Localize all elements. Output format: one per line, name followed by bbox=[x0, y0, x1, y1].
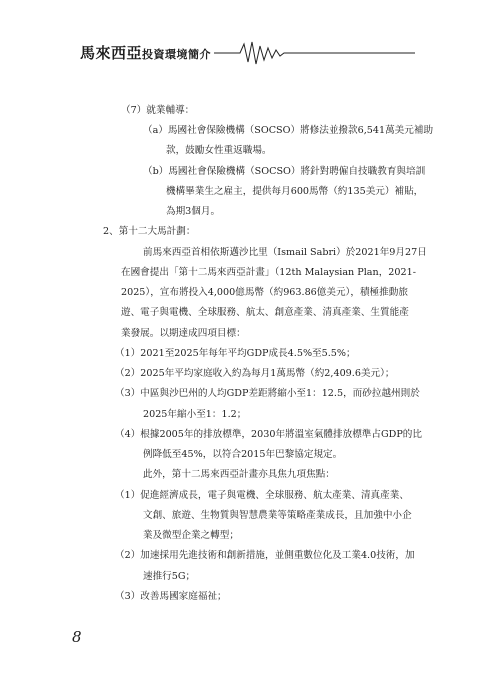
page-number: 8 bbox=[72, 628, 82, 646]
text-line: 此外，第十二馬來西亞計畫亦具焦九項焦點： bbox=[143, 469, 335, 480]
text-line: 2025年縮小至1：1.2； bbox=[143, 409, 247, 420]
text-line: 業發展。以期達成四項目標： bbox=[121, 328, 246, 339]
text-line: 為期3個月。 bbox=[166, 206, 221, 217]
text-line: （1）促進經濟成長，電子與電機、全球服務、航太產業、清真產業、 bbox=[115, 490, 409, 501]
text-line: 速推行5G； bbox=[143, 571, 196, 582]
text-line: 機構畢業生之雇主，提供每月600馬幣（約135美元）補貼， bbox=[166, 186, 424, 197]
text-line: 款，鼓勵女性重返職場。 bbox=[166, 145, 272, 156]
text-line: （2）加速採用先進技術和創新措施，並側重數位化及工業4.0技術，加 bbox=[115, 550, 415, 561]
text-line: 2025），宣布將投入4,000億馬幣（約963.86億美元），積極推動旅 bbox=[121, 287, 408, 298]
text-line: （3）中區與沙巴州的人均GDP差距將縮小至1：12.5，而砂拉越州則於 bbox=[115, 388, 420, 399]
page-header bbox=[0, 0, 480, 70]
text-line: （2）2025年平均家庭收入約為每月1萬馬幣（約2,409.6美元）； bbox=[115, 368, 395, 379]
header-wave-line bbox=[0, 38, 480, 68]
text-line: 文創、旅遊、生物質與智慧農業等策略產業成長，且加強中小企 bbox=[143, 510, 412, 521]
header-title-sub: 投資環境簡介 bbox=[142, 48, 212, 61]
text-line: 例降低至45%，以符合2015年巴黎協定規定。 bbox=[143, 449, 343, 460]
text-line: （b）馬國社會保險機構（SOCSO）將針對聘僱自技職教育與培訓 bbox=[143, 166, 426, 177]
text-line: 在國會提出「第十二馬來西亞計畫」（12th Malaysian Plan，2021- bbox=[121, 267, 416, 278]
text-line: （1）2021至2025年每年平均GDP成長4.5%至5.5%； bbox=[115, 348, 356, 359]
text-line: 前馬來西亞首相依斯邁沙比里（Ismail Sabri）於2021年9月27日 bbox=[143, 247, 427, 258]
text-line: （3）改善馬國家庭福祉； bbox=[115, 591, 227, 602]
text-line: 遊、電子與電機、全球服務、航太、創意產業、清真產業、生質能產 bbox=[121, 307, 409, 318]
section-heading: 2、第十二大馬計劃： bbox=[103, 226, 196, 237]
text-line: （4）根據2005年的排放標準，2030年將溫室氣體排放標準占GDP的比 bbox=[115, 429, 422, 440]
text-line: 業及微型企業之轉型； bbox=[143, 530, 239, 541]
text-line: （7）就業輔導： bbox=[121, 105, 195, 116]
text-line: （a）馬國社會保險機構（SOCSO）將修法並撥款6,541萬美元補助 bbox=[143, 125, 434, 136]
header-title-main: 馬來西亞 bbox=[80, 44, 143, 62]
